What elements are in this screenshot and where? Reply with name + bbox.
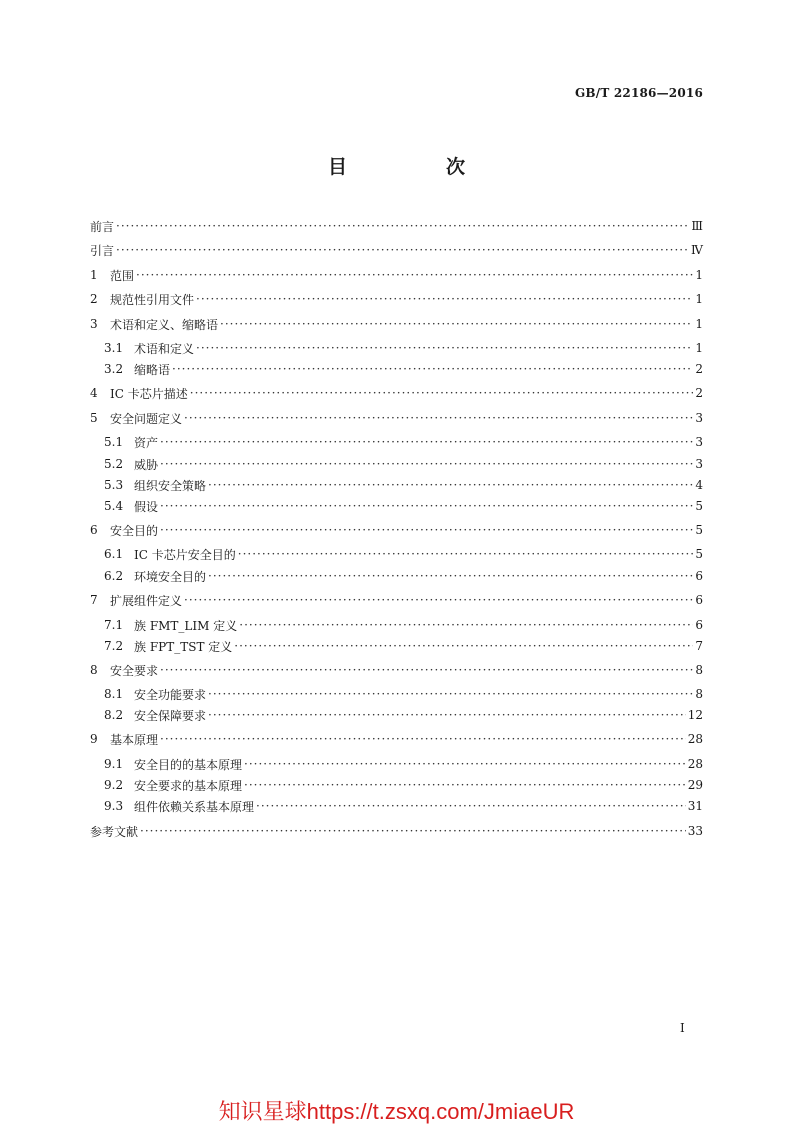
toc-entry-label: 基本原理 — [110, 732, 159, 747]
toc-entry-label: 资产 — [134, 435, 159, 450]
toc-entry-label: 环境安全目的 — [134, 569, 207, 584]
toc-entry-page: 3 — [695, 435, 703, 449]
toc-leader-dots — [136, 266, 693, 284]
toc-leader-dots — [208, 476, 693, 494]
watermark-url: https://t.zsxq.com/JmiaeUR — [306, 1099, 575, 1124]
toc-entry-page: 6 — [695, 593, 703, 607]
toc-entry[interactable] — [104, 455, 703, 473]
toc-entry-number: 5.4 — [104, 499, 124, 513]
toc-entry-label: 组件依赖关系基本原理 — [134, 799, 255, 814]
toc-leader-dots — [116, 217, 689, 235]
toc-entry-number: 7.1 — [104, 618, 124, 632]
toc-entry[interactable] — [104, 339, 703, 357]
toc-entry-label: 缩略语 — [134, 362, 171, 377]
toc-entry-number: 1 — [90, 268, 98, 282]
toc-entry-label: 组织安全策略 — [134, 478, 207, 493]
toc-entry[interactable] — [90, 290, 703, 308]
toc-entry-label: 安全要求 — [110, 663, 159, 678]
toc-entry-number: 3.1 — [104, 341, 124, 355]
toc-entry[interactable] — [104, 776, 703, 794]
toc-entry-page: 3 — [695, 411, 703, 425]
toc-entry-label: 范围 — [110, 268, 135, 283]
toc-entry-number: 8 — [90, 663, 98, 677]
toc-entry-number: 5.3 — [104, 478, 124, 492]
toc-entry-page: 28 — [687, 757, 703, 771]
toc-entry-number: 8.2 — [104, 708, 124, 722]
toc-entry-number: 9 — [90, 732, 98, 746]
toc-entry[interactable] — [104, 637, 703, 655]
toc-entry-number: 5.2 — [104, 457, 124, 471]
toc-entry-number: 6.1 — [104, 547, 124, 561]
toc-leader-dots — [256, 797, 686, 815]
toc-entry[interactable] — [90, 730, 703, 748]
toc-leader-dots — [160, 730, 686, 748]
toc-entry[interactable] — [104, 545, 703, 563]
toc-leader-dots — [160, 661, 693, 679]
toc-entry-label: 前言 — [90, 219, 115, 234]
toc-entry-page: 7 — [695, 639, 703, 653]
toc-entry-page: 1 — [695, 317, 703, 331]
toc-entry-label: IC 卡芯片安全目的 — [134, 547, 236, 562]
toc-leader-dots — [244, 776, 686, 794]
toc-entry-label: 族 FPT_TST 定义 — [134, 639, 233, 654]
toc-entry[interactable] — [90, 591, 703, 609]
toc-entry-label: 安全目的 — [110, 523, 159, 538]
toc-entry-number: 6.2 — [104, 569, 124, 583]
toc-leader-dots — [160, 433, 693, 451]
toc-entry[interactable] — [90, 241, 703, 259]
toc-entry-label: 假设 — [134, 499, 159, 514]
toc-leader-dots — [234, 637, 693, 655]
toc-entry[interactable] — [90, 384, 703, 402]
toc-leader-dots — [140, 822, 686, 840]
toc-leader-dots — [116, 241, 689, 259]
toc-entry-page: 12 — [687, 708, 703, 722]
toc-entry[interactable] — [104, 433, 703, 451]
toc-entry[interactable] — [90, 315, 703, 333]
toc-entry[interactable] — [90, 409, 703, 427]
toc-entry-page: 1 — [695, 341, 703, 355]
toc-leader-dots — [220, 315, 693, 333]
toc-entry-page: 5 — [695, 547, 703, 561]
toc-leader-dots — [244, 755, 686, 773]
toc-entry[interactable] — [104, 476, 703, 494]
toc-leader-dots — [208, 567, 693, 585]
toc-entry-page: 2 — [695, 362, 703, 376]
toc-entry-page: 1 — [695, 292, 703, 306]
toc-entry-page: 4 — [695, 478, 703, 492]
toc-entry-page: 28 — [687, 732, 703, 746]
toc-leader-dots — [172, 360, 693, 378]
toc-entry-number: 5 — [90, 411, 98, 425]
toc-entry-label: 安全要求的基本原理 — [134, 778, 243, 793]
toc-entry-label: 术语和定义、缩略语 — [110, 317, 219, 332]
toc-entry-number: 3 — [90, 317, 98, 331]
toc-entry-number: 3.2 — [104, 362, 124, 376]
toc-entry-page: 33 — [687, 824, 703, 838]
toc-entry-number: 2 — [90, 292, 98, 306]
toc-entry-number: 7.2 — [104, 639, 124, 653]
standard-code: GB/T 22186—2016 — [574, 86, 703, 100]
watermark-cn: 知识星球 — [218, 1100, 307, 1125]
toc-entry-page: 29 — [687, 778, 703, 792]
toc-entry-label: 族 FMT_LIM 定义 — [134, 618, 238, 633]
toc-entry-number: 9.3 — [104, 799, 124, 813]
toc-leader-dots — [196, 290, 693, 308]
page-number: I — [680, 1021, 685, 1035]
toc-entry-number: 5.1 — [104, 435, 124, 449]
toc-entry[interactable] — [104, 360, 703, 378]
toc-entry-page: 2 — [695, 386, 703, 400]
toc-title: 目 次 — [327, 156, 505, 178]
toc-entry-page: 8 — [695, 663, 703, 677]
toc-leader-dots — [160, 497, 693, 515]
toc-entry-number: 8.1 — [104, 687, 124, 701]
toc-entry[interactable] — [104, 567, 703, 585]
toc-entry[interactable] — [104, 706, 703, 724]
toc-entry-number: 6 — [90, 523, 98, 537]
toc-entry[interactable] — [90, 822, 703, 840]
toc-leader-dots — [208, 706, 686, 724]
toc-entry-page: 6 — [695, 618, 703, 632]
toc-entry[interactable] — [104, 797, 703, 815]
toc-entry-label: 威胁 — [134, 457, 159, 472]
toc-entry[interactable] — [90, 217, 703, 235]
toc-entry-label: 安全问题定义 — [110, 411, 183, 426]
toc-entry-number: 9.2 — [104, 778, 124, 792]
toc-leader-dots — [239, 616, 693, 634]
toc-entry-label: 安全目的的基本原理 — [134, 757, 243, 772]
toc-entry-label: IC 卡芯片描述 — [110, 386, 188, 401]
toc-entry-page: Ⅳ — [691, 243, 703, 257]
toc-entry[interactable] — [90, 661, 703, 679]
toc-entry[interactable] — [104, 497, 703, 515]
toc-leader-dots — [190, 384, 694, 402]
toc-entry-page: 8 — [695, 687, 703, 701]
toc-entry-label: 安全保障要求 — [134, 708, 207, 723]
toc-entry-label: 参考文献 — [90, 824, 139, 839]
toc-entry[interactable] — [104, 685, 703, 703]
toc-entry[interactable] — [90, 521, 703, 539]
toc-entry-number: 4 — [90, 386, 98, 400]
toc-leader-dots — [184, 591, 693, 609]
toc-entry-page: 5 — [695, 523, 703, 537]
toc-entry-label: 规范性引用文件 — [110, 292, 195, 307]
toc-entry-label: 安全功能要求 — [134, 687, 207, 702]
toc-entry-label: 术语和定义 — [134, 341, 195, 356]
toc-leader-dots — [184, 409, 693, 427]
watermark — [0, 1095, 793, 1126]
toc-entry-number: 9.1 — [104, 757, 124, 771]
toc-entry[interactable] — [90, 266, 703, 284]
toc-entry-page: 3 — [695, 457, 703, 471]
toc-entry[interactable] — [104, 755, 703, 773]
toc-entry-page: 31 — [687, 799, 703, 813]
toc-entry-label: 扩展组件定义 — [110, 593, 183, 608]
toc-leader-dots — [238, 545, 694, 563]
toc-entry-label: 引言 — [90, 243, 115, 258]
toc-leader-dots — [160, 455, 693, 473]
toc-entry-page: Ⅲ — [691, 219, 703, 233]
toc-entry-page: 5 — [695, 499, 703, 513]
toc-leader-dots — [160, 521, 693, 539]
toc-entry-page: 1 — [695, 268, 703, 282]
toc-entry-number: 7 — [90, 593, 98, 607]
toc-leader-dots — [208, 685, 693, 703]
toc-leader-dots — [196, 339, 693, 357]
toc-entry-page: 6 — [695, 569, 703, 583]
toc-entry[interactable] — [104, 616, 703, 634]
